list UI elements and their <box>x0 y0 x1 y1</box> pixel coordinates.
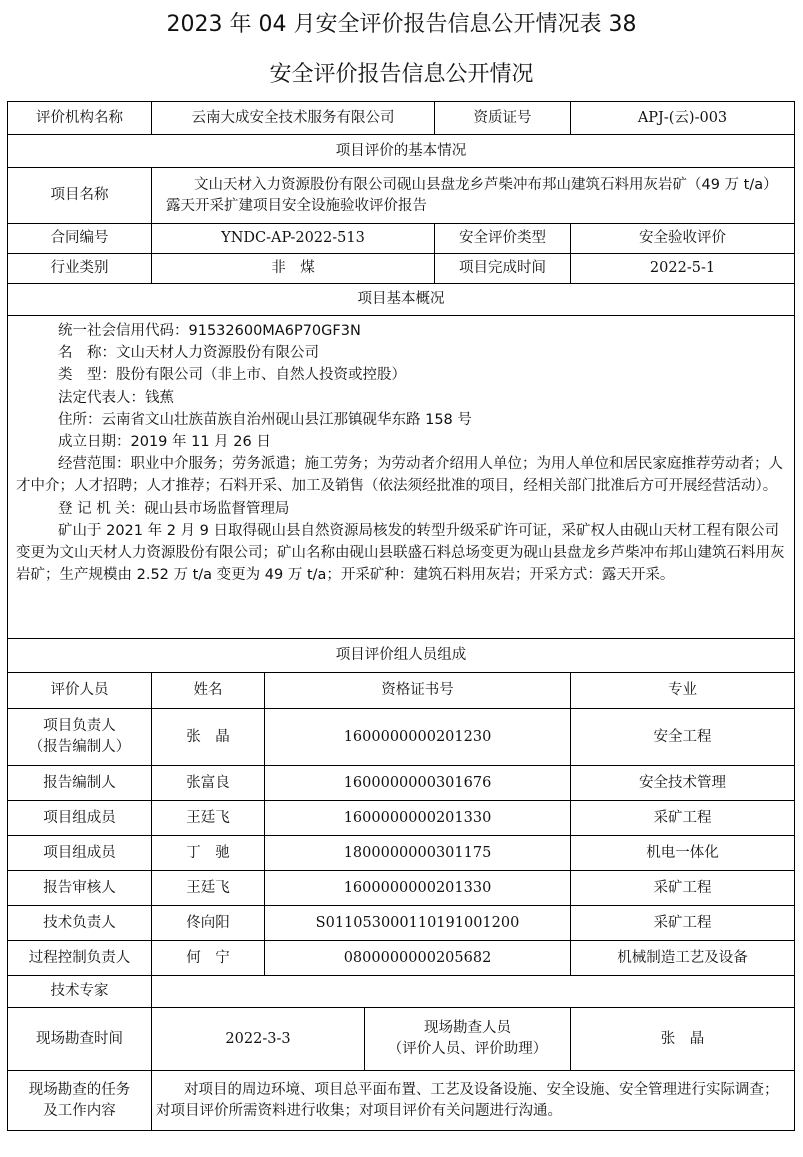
overview-line-founded: 成立日期：2019 年 11 月 26 日 <box>58 434 271 451</box>
member-role: 报告编制人 <box>8 766 152 801</box>
member-major: 安全技术管理 <box>571 766 795 801</box>
table-row <box>8 906 795 941</box>
complete-value: 2022-5-1 <box>571 254 795 284</box>
member-cert: 1600000000201230 <box>265 709 571 766</box>
basic-section-row <box>8 135 795 168</box>
expert-label: 技术专家 <box>8 976 152 1008</box>
overview-line-type: 类 型：股份有限公司（非上市、自然人投资或控股） <box>58 367 406 384</box>
overview-mine-info: 矿山于 2021 年 2 月 9 日取得砚山县自然资源局核发的转型升级采矿许可证，采矿权人由砚山天材工程有限公司变更为文山天材人力资源股份有限公司；矿山名称由砚山县联盛石料总场变更为砚山县盘龙乡芦柴冲布邦山建筑石料用灰岩矿；生产规模由 2.52 万 t/a 变更为 49 万 t/a；开采矿种：建筑石料用灰岩；开采方式：露天开采。 <box>16 522 785 584</box>
overview-line-address: 住所：云南省文山壮族苗族自治州砚山县江那镇砚华东路 158 号 <box>58 411 472 428</box>
member-role <box>8 709 152 766</box>
table-row <box>8 766 795 801</box>
industry-value: 非 煤 <box>152 254 435 284</box>
overview-business-scope: 经营范围：职业中介服务；劳务派遣；施工劳务；为劳动者介绍用人单位；为用人单位和居民家庭推荐劳动者；人才中介；人才招聘；人才推荐；石料开采、加工及销售（依法须经批准的项目，经相关部门批准后方可开展经营活动）。 <box>16 456 783 495</box>
member-name: 何 宁 <box>152 941 265 976</box>
member-role: 报告审核人 <box>8 871 152 906</box>
team-header-cert: 资格证书号 <box>265 673 571 709</box>
team-header-row <box>8 673 795 709</box>
expert-row <box>8 976 795 1008</box>
member-cert: 1600000000201330 <box>265 871 571 906</box>
member-role: 项目组成员 <box>8 836 152 871</box>
table-row <box>8 709 795 766</box>
survey-row <box>8 1008 795 1071</box>
survey-staff-label-line2: （评价人员、评价助理） <box>387 1041 548 1057</box>
member-cert: 1600000000201330 <box>265 801 571 836</box>
team-section-row <box>8 639 795 673</box>
member-cert: 1800000000301175 <box>265 836 571 871</box>
disclosure-table <box>7 101 795 1131</box>
member-major: 安全工程 <box>571 709 795 766</box>
member-name: 张 晶 <box>152 709 265 766</box>
cert-label: 资质证号 <box>435 102 571 135</box>
org-row <box>8 102 795 135</box>
member-cert: 1600000000301676 <box>265 766 571 801</box>
overview-section-row <box>8 284 795 316</box>
overview-content <box>8 316 795 639</box>
table-row <box>8 801 795 836</box>
basic-section-title: 项目评价的基本情况 <box>8 135 795 168</box>
document-subtitle: 安全评价报告信息公开情况 <box>269 62 534 87</box>
survey-staff-label <box>365 1008 571 1071</box>
member-role: 过程控制负责人 <box>8 941 152 976</box>
complete-label: 项目完成时间 <box>435 254 571 284</box>
team-header-role: 评价人员 <box>8 673 152 709</box>
member-name: 王廷飞 <box>152 871 265 906</box>
team-header-major: 专业 <box>571 673 795 709</box>
project-name-label: 项目名称 <box>8 168 152 224</box>
team-section-title: 项目评价组人员组成 <box>8 639 795 673</box>
project-name-value: 文山天材入力资源股份有限公司砚山县盘龙乡芦柴冲布邦山建筑石料用灰岩矿（49 万 t/a）露天开采扩建项目安全设施验收评价报告 <box>152 168 795 224</box>
member-major: 采矿工程 <box>571 871 795 906</box>
member-role-line2: （报告编制人） <box>28 739 131 755</box>
org-value: 云南大成安全技术服务有限公司 <box>152 102 435 135</box>
member-cert: 0800000000205682 <box>265 941 571 976</box>
survey-task-label-line1: 现场勘查的任务 <box>28 1081 131 1098</box>
member-role-line1: 项目负责人 <box>43 718 116 734</box>
member-major: 采矿工程 <box>571 801 795 836</box>
contract-value: YNDC-AP-2022-513 <box>152 224 435 254</box>
survey-task-label-line2: 及工作内容 <box>43 1102 116 1119</box>
cert-value: APJ-(云)-003 <box>571 102 795 135</box>
overview-content-row <box>8 316 795 639</box>
team-header-name: 姓名 <box>152 673 265 709</box>
survey-staff-value: 张 晶 <box>571 1008 795 1071</box>
member-name: 佟向阳 <box>152 906 265 941</box>
member-name: 王廷飞 <box>152 801 265 836</box>
org-label: 评价机构名称 <box>8 102 152 135</box>
member-cert: S011053000110191001200 <box>265 906 571 941</box>
survey-time-value: 2022-3-3 <box>152 1008 365 1071</box>
overview-registrar: 登 记 机 关：砚山县市场监督管理局 <box>58 500 290 517</box>
survey-staff-label-line1: 现场勘查人员 <box>424 1020 511 1036</box>
industry-row <box>8 254 795 284</box>
overview-line-credit-code: 统一社会信用代码：91532600MA6P70GF3N <box>58 323 361 339</box>
table-row <box>8 836 795 871</box>
member-major: 机电一体化 <box>571 836 795 871</box>
survey-task-row <box>8 1071 795 1131</box>
eval-type-value: 安全验收评价 <box>571 224 795 254</box>
table-row <box>8 871 795 906</box>
survey-time-label: 现场勘查时间 <box>8 1008 152 1071</box>
document-title: 2023 年 04 月安全评价报告信息公开情况表 38 <box>166 12 637 37</box>
contract-label: 合同编号 <box>8 224 152 254</box>
expert-value <box>152 976 795 1008</box>
overview-line-legal-rep: 法定代表人：钱蕉 <box>58 389 174 406</box>
overview-line-name: 名 称：文山天材人力资源股份有限公司 <box>58 345 319 362</box>
member-name: 张富良 <box>152 766 265 801</box>
member-role: 技术负责人 <box>8 906 152 941</box>
industry-label: 行业类别 <box>8 254 152 284</box>
member-role: 项目组成员 <box>8 801 152 836</box>
member-major: 机械制造工艺及设备 <box>571 941 795 976</box>
eval-type-label: 安全评价类型 <box>435 224 571 254</box>
contract-row <box>8 224 795 254</box>
table-row <box>8 941 795 976</box>
project-name-row <box>8 168 795 224</box>
overview-section-title: 项目基本概况 <box>8 284 795 316</box>
survey-task-value: 对项目的周边环境、项目总平面布置、工艺及设备设施、安全设施、安全管理进行实际调查；对项目评价所需资料进行收集；对项目评价有关问题进行沟通。 <box>152 1071 795 1131</box>
survey-task-label <box>8 1071 152 1131</box>
member-major: 采矿工程 <box>571 906 795 941</box>
member-name: 丁 驰 <box>152 836 265 871</box>
